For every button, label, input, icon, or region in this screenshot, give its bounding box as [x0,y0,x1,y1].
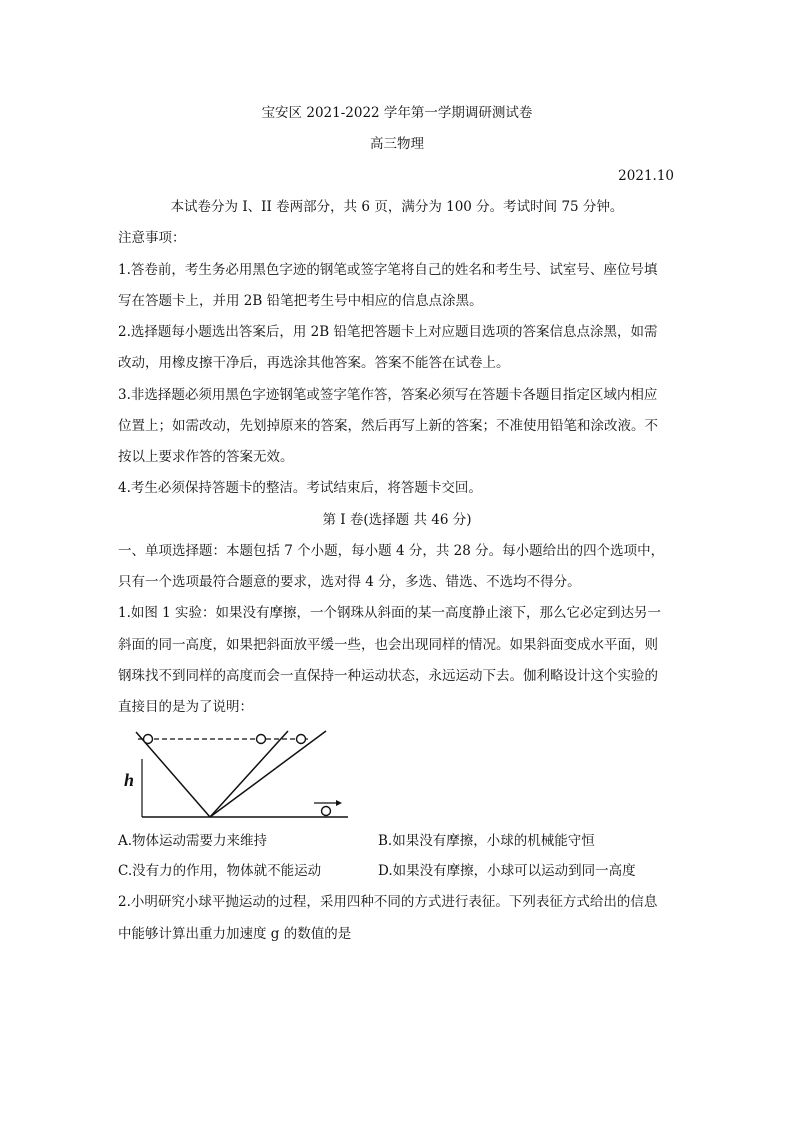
notice-item-3-line-1: 3.非选择题必须用黑色字迹钢笔或签字笔作答，答案必须写在答题卡各题目指定区域内相应 [118,387,658,403]
height-label: h [124,770,135,790]
section-title: 第 I 卷(选择题 共 46 分) [322,512,472,528]
right-slope-steep [210,731,288,817]
notice-item-3-line-3: 按以上要求作答的答案无效。 [118,449,294,465]
notice-item-1-line-2: 写在答题卡上，并用 2B 铅笔把考生号中相应的信息点涂黑。 [118,293,483,309]
section-instruction-line-2: 只有一个选项最符合题意的要求，选对得 4 分，多选、错选、不选均不得分。 [118,574,581,590]
q1-stem-line-3: 钢珠找不到同样的高度而会一直保持一种运动状态，永远运动下去。伽利略设计这个实验的 [118,668,658,684]
exam-intro: 本试卷分为 I、II 卷两部分，共 6 页，满分为 100 分。考试时间 75 分钟。 [170,199,624,215]
q1-option-d: D.如果没有摩擦，小球可以运动到同一高度 [378,863,636,879]
right-slope-gentle [210,731,326,817]
ball-gentle-slope [297,735,306,744]
q1-incline-figure [118,723,358,825]
notice-item-1-line-1: 1.答卷前，考生务必用黑色字迹的钢笔或签字笔将自己的姓名和考生号、试室号、座位号填 [118,262,658,278]
notice-heading: 注意事项： [118,230,186,246]
motion-arrow-head [336,800,342,806]
notice-item-4-line-1: 4.考生必须保持答题卡的整洁。考试结束后，将答题卡交回。 [118,480,482,496]
notice-item-2-line-2: 改动，用橡皮擦干净后，再选涂其他答案。答案不能答在试卷上。 [118,355,510,371]
q2-stem-line-2: 中能够计算出重力加速度 g 的数值的是 [118,926,352,942]
section-instruction-line-1: 一、单项选择题：本题包括 7 个小题，每小题 4 分，共 28 分。每小题给出的四个选项中， [118,543,665,559]
q1-option-b: B.如果没有摩擦，小球的机械能守恒 [378,833,595,849]
subject-title: 高三物理 [370,136,424,152]
q2-stem-line-1: 2.小明研究小球平抛运动的过程，采用四种不同的方式进行表征。下列表征方式给出的信息 [118,894,658,910]
left-slope [136,732,210,817]
q1-stem-line-2: 斜面的同一高度，如果把斜面放平缓一些，也会出现同样的情况。如果斜面变成水平面，则 [118,637,658,653]
q1-stem-line-4: 直接目的是为了说明： [118,699,253,715]
exam-title: 宝安区 2021-2022 学年第一学期调研测试卷 [261,105,533,121]
ball-horizontal [322,807,331,816]
ball-steep-slope [257,735,266,744]
notice-item-2-line-1: 2.选择题每小题选出答案后，用 2B 铅笔把答题卡上对应题目选项的答案信息点涂黑，如需 [118,324,658,340]
q1-option-a: A.物体运动需要力来维持 [118,833,268,849]
ball-start [144,735,153,744]
q1-option-c: C.没有力的作用，物体就不能运动 [118,863,322,879]
q1-stem-line-1: 1.如图 1 实验：如果没有摩擦，一个钢珠从斜面的某一高度静止滚下，那么它必定到达另一 [118,605,662,621]
notice-item-3-line-2: 位置上；如需改动，先划掉原来的答案，然后再写上新的答案；不准使用铅笔和涂改液。不 [118,418,658,434]
exam-date: 2021.10 [618,168,674,184]
